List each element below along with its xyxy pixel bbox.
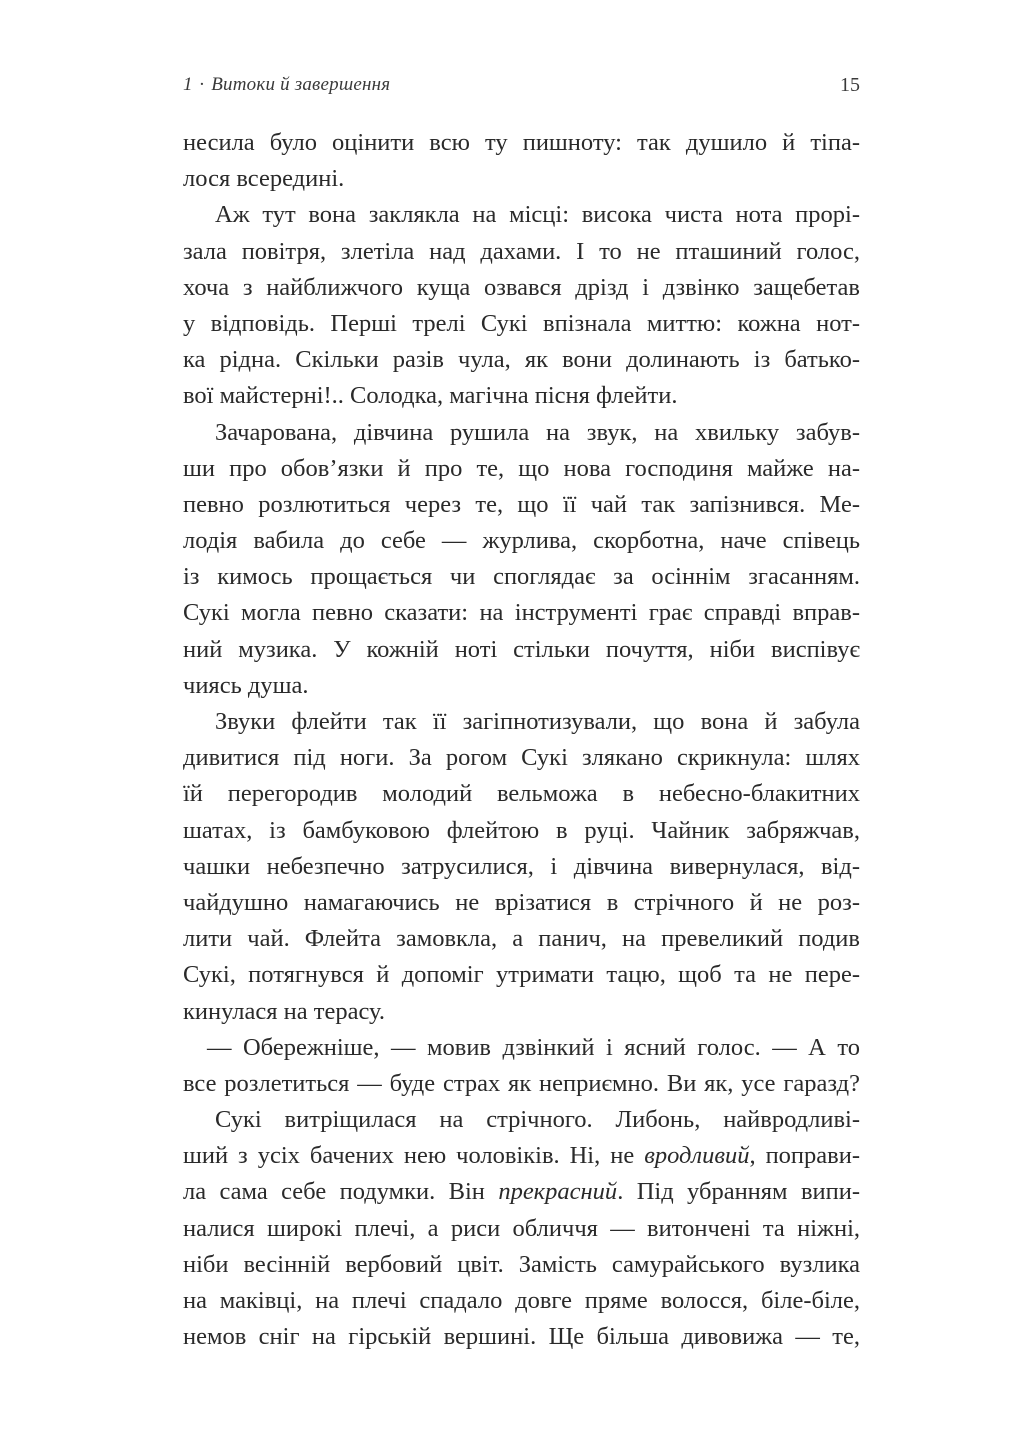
text-line: чайдушно намагаючись не врізатися в стрічного й не роз- (183, 888, 860, 916)
chapter-number: 1 (183, 74, 193, 95)
text-line: у відповідь. Перші трелі Сукі впізнала миттю: кожна нот- (183, 309, 860, 337)
body-text (183, 125, 860, 1355)
text-line: ніби весінній вербовий цвіт. Замість самурайського вузлика (183, 1250, 860, 1278)
text-line: із кимось прощається чи споглядає за осіннім згасанням. (183, 563, 860, 591)
text-line: дивитися під ноги. За рогом Сукі злякано скрикнула: шлях (183, 744, 860, 772)
text-line: чиясь душа. (183, 671, 309, 699)
chapter-title: Витоки й завершення (211, 74, 391, 95)
chapter-heading (183, 74, 390, 96)
text-segment: ла сама себе подумки. Він (183, 1178, 485, 1206)
text-line: Звуки флейти так її загіпнотизували, що вона й забула (215, 708, 860, 735)
text-line: вої майстерні!.. Солодка, магічна пісня флейти. (183, 382, 678, 410)
emphasis-text: вродливий (644, 1142, 750, 1170)
text-line: зала повітря, злетіла над дахами. І то не пташиний голос, (183, 237, 860, 265)
running-header (183, 74, 860, 104)
text-line: ка рідна. Скільки разів чула, як вони долинають із батько- (183, 346, 860, 374)
text-line: Зачарована, дівчина рушила на звук, на хвильку забув- (215, 418, 860, 446)
text-line: Сукі могла певно сказати: на інструменті грає справді вправ- (183, 599, 860, 627)
text-line: на маківці, на плечі спадало довге пряме волосся, біле-біле, (183, 1287, 860, 1314)
text-line: Сукі, потягнувся й допоміг утримати тацю, щоб та не пере- (183, 961, 860, 989)
text-line: лити чай. Флейта замовкла, а панич, на превеликий подив (183, 925, 860, 953)
text-line: кинулася на терасу. (183, 997, 385, 1025)
header-separator: · (198, 74, 206, 95)
text-line: їй перегородив молодий вельможа в небесно-блакитних (183, 780, 860, 808)
text-line: певно розлютиться через те, що її чай так запізнився. Ме- (183, 490, 860, 518)
text-line: налися широкі плечі, а риси обличчя — витончені та ніжні, (183, 1214, 860, 1242)
text-line: ши про обов’язки й про те, що нова господиня майже на- (183, 454, 860, 482)
dialogue-line: — Обережніше, — мовив дзвінкий і ясний голос. — А то (207, 1033, 860, 1061)
text-line: Аж тут вона заклякла на місці: висока чиста нота прорі- (215, 201, 860, 229)
text-line: ний музика. У кожній ноті стільки почуття, ніби виспівує (183, 635, 860, 663)
page-number: 15 (840, 74, 860, 96)
dialogue-line: все розлетиться — буде страх як неприємно. Ви як, усе гаразд? (183, 1069, 860, 1097)
text-line-with-emphasis (183, 1138, 860, 1174)
text-line: хоча з найближчого куща озвався дрізд і дзвінко защебетав (183, 273, 860, 301)
text-line: лося всередині. (183, 165, 345, 193)
emphasis-text: прекрасний (498, 1178, 618, 1206)
text-line: Сукі витріщилася на стрічного. Либонь, найвродливі- (215, 1106, 860, 1134)
text-segment: . Під убранням випи- (617, 1178, 861, 1206)
text-line: несила було оцінити всю ту пишноту: так душило й тіпа- (183, 129, 860, 156)
text-line: шатах, із бамбуковою флейтою в руці. Чайник забряжчав, (183, 816, 860, 844)
text-segment: ший з усіх бачених нею чоловіків. Ні, не (183, 1142, 635, 1170)
text-line-with-emphasis (183, 1174, 860, 1210)
text-line: немов сніг на гірській вершині. Ще більша дивовижа — те, (183, 1323, 860, 1351)
text-line: лодія вабила до себе — журлива, скорботна, наче співець (183, 527, 860, 555)
text-segment: , поправи- (749, 1142, 861, 1170)
text-line: чашки небезпечно затрусилися, і дівчина вивернулася, від- (183, 852, 860, 880)
